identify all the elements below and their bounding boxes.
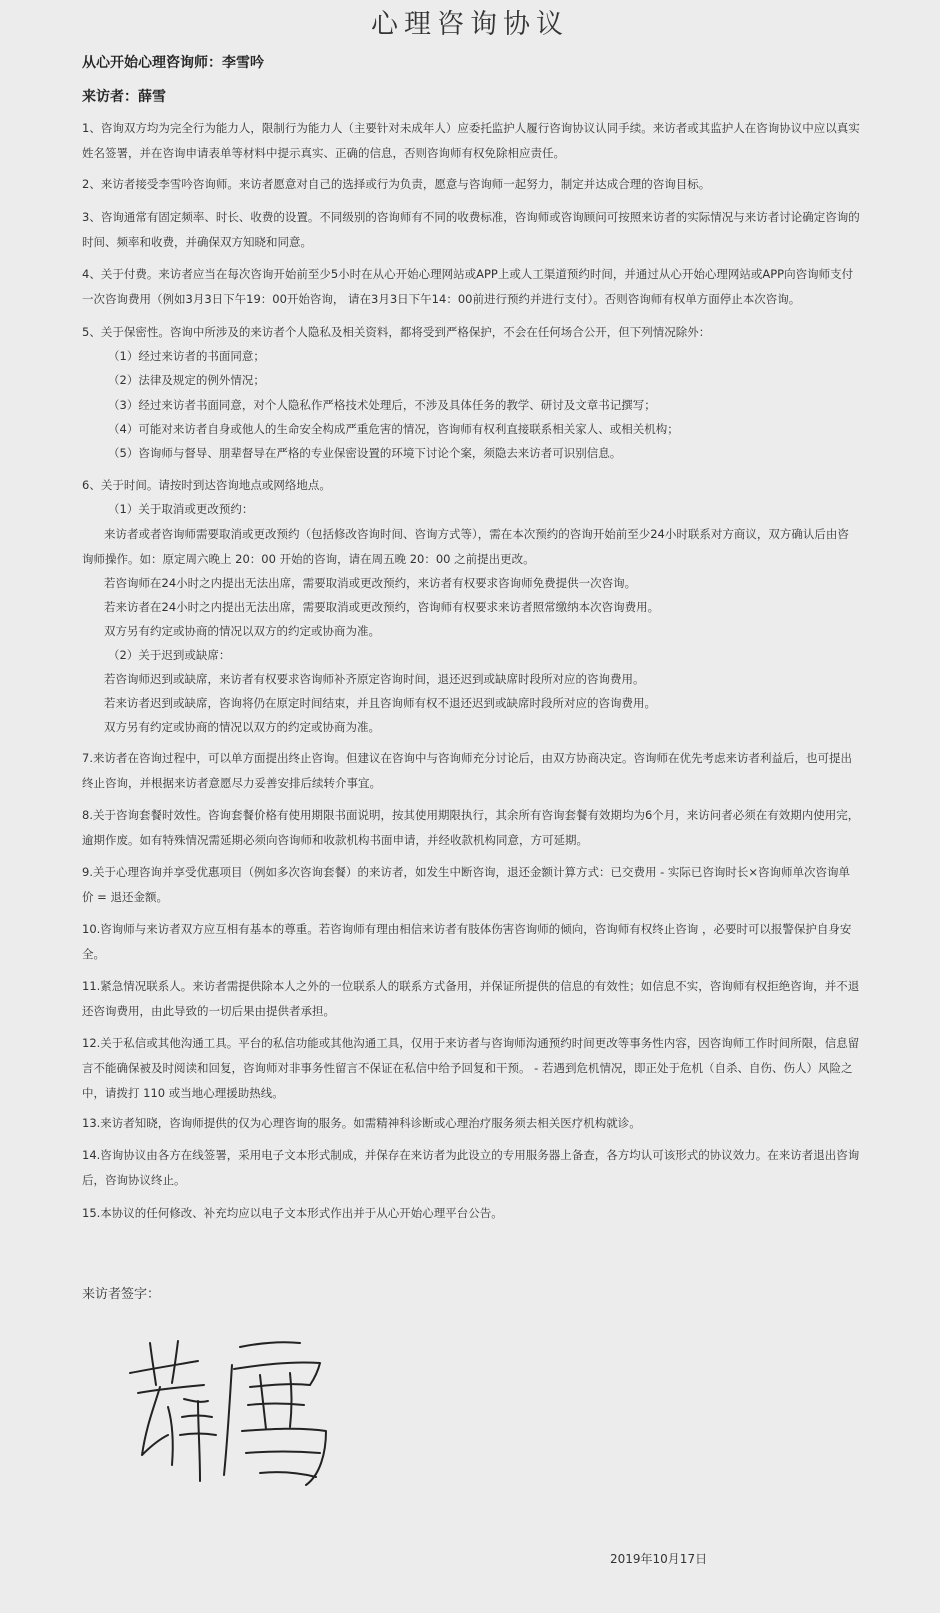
clause-11: 11.紧急情况联系人。来访者需提供除本人之外的一位联系人的联系方式备用，并保证所提供的信息的有效性；如信息不实，咨询师有权拒绝咨询，并不退还咨询费用，由此导致的一切后果由提供者承担。: [82, 979, 860, 1018]
clause-6-sub-1-b: 若咨询师在24小时之内提出无法出席，需要取消或更改预约，来访者有权要求咨询师免费提供一次咨询。: [104, 576, 637, 590]
clause-14: 14.咨询协议由各方在线签署，采用电子文本形式制成，并保存在来访者为此设立的专用服务器上备查，各方均认可该形式的协议效力。在来访者退出咨询后，咨询协议终止。: [82, 1148, 860, 1187]
clause-2: 2、来访者接受李雪吟咨询师。来访者愿意对自己的选择或行为负责，愿意与咨询师一起努力，制定并达成合理的咨询目标。: [82, 177, 711, 191]
clause-5: 5、关于保密性。咨询中所涉及的来访者个人隐私及相关资料，都将受到严格保护，不会在任何场合公开，但下列情况除外：: [82, 325, 711, 339]
clause-5-item-2: （2）法律及规定的例外情况；: [108, 373, 265, 387]
page-title: 心理咨询协议: [371, 9, 569, 40]
clause-6-sub-1-a: 来访者或者咨询师需要取消或更改预约（包括修改咨询时间、咨询方式等），需在本次预约的咨询开始前至少24小时联系对方商议，双方确认后由咨询师操作。如：原定周六晚上 20：00 开始的咨询，请在周五晚 20：00 之前提出更改。: [82, 527, 849, 566]
counselor-label: 从心开始心理咨询师：: [82, 55, 222, 71]
client-line: [82, 86, 166, 106]
signature-label: 来访者签字：: [82, 1287, 161, 1302]
clause-6-sub-2: （2）关于迟到或缺席：: [108, 648, 231, 662]
clause-6-sub-1-d: 双方另有约定或协商的情况以双方的约定或协商为准。: [104, 624, 380, 638]
clause-6-sub-2-a: 若咨询师迟到或缺席，来访者有权要求咨询师补齐原定咨询时间，退还迟到或缺席时段所对应的咨询费用。: [104, 672, 645, 686]
clause-10: 10.咨询师与来访者双方应互相有基本的尊重。若咨询师有理由相信来访者有肢体伤害咨询师的倾向，咨询师有权终止咨询 ，必要时可以报警保护自身安全。: [82, 922, 852, 961]
clause-6-sub-2-c: 双方另有约定或协商的情况以双方的约定或协商为准。: [104, 720, 380, 734]
counselor-name: 李雪吟: [222, 55, 264, 71]
clause-3: 3、咨询通常有固定频率、时长、收费的设置。不同级别的咨询师有不同的收费标准，咨询师或咨询顾问可按照来访者的实际情况与来访者讨论确定咨询的时间、频率和收费，并确保双方知晓和同意。: [82, 210, 860, 249]
clause-4: 4、关于付费。来访者应当在每次咨询开始前至少5小时在从心开始心理网站或APP上或人工渠道预约时间，并通过从心开始心理网站或APP向咨询师支付一次咨询费用（例如3月3日下午19：00开始咨询， 请在3月3日下午14：00前进行预约并进行支付）。否则咨询师有权单方面停止本次咨询。: [82, 267, 854, 306]
clause-8: 8.关于咨询套餐时效性。咨询套餐价格有使用期限书面说明，按其使用期限执行，其余所有咨询套餐有效期均为6个月，来访问者必须在有效期内使用完，逾期作废。如有特殊情况需延期必须向咨询师和收款机构书面申请，并经收款机构同意，方可延期。: [82, 808, 860, 847]
clause-6-sub-2-b: 若来访者迟到或缺席，咨询将仍在原定时间结束，并且咨询师有权不退还迟到或缺席时段所对应的咨询费用。: [104, 696, 656, 710]
clause-12: 12.关于私信或其他沟通工具。平台的私信功能或其他沟通工具，仅用于来访者与咨询师沟通预约时间更改等事务性内容，因咨询师工作时间所限，信息留言不能确保被及时阅读和回复，咨询师对非事务性留言不保证在私信中给予回复和干预。 - 若遇到危机情况，即正处于危机（自杀、自伤、伤人）风险之中，请拨打 110 或当地心理援助热线。: [82, 1036, 860, 1100]
client-name: 薛雪: [138, 89, 166, 105]
clause-6: 6、关于时间。请按时到达咨询地点或网络地点。: [82, 478, 331, 492]
clause-5-item-4: （4）可能对来访者自身或他人的生命安全构成严重危害的情况，咨询师有权利直接联系相关家人、或相关机构；: [108, 422, 679, 436]
clause-5-item-5: （5）咨询师与督导、朋辈督导在严格的专业保密设置的环境下讨论个案，须隐去来访者可识别信息。: [108, 446, 622, 460]
clause-13: 13.来访者知晓，咨询师提供的仅为心理咨询的服务。如需精神科诊断或心理治疗服务须去相关医疗机构就诊。: [82, 1116, 641, 1130]
client-label: 来访者：: [82, 89, 138, 105]
clause-6-sub-1-c: 若来访者在24小时之内提出无法出席，需要取消或更改预约，咨询师有权要求来访者照常缴纳本次咨询费用。: [104, 600, 660, 614]
handwritten-signature: [120, 1335, 350, 1515]
clause-6-sub-1: （1）关于取消或更改预约：: [108, 502, 254, 516]
clause-5-item-3: （3）经过来访者书面同意，对个人隐私作严格技术处理后，不涉及具体任务的教学、研讨及文章书记撰写；: [108, 398, 656, 412]
clause-15: 15.本协议的任何修改、补充均应以电子文本形式作出并于从心开始心理平台公告。: [82, 1206, 503, 1220]
clause-7: 7.来访者在咨询过程中，可以单方面提出终止咨询。但建议在咨询中与咨询师充分讨论后，由双方协商决定。咨询师在优先考虑来访者利益后，也可提出终止咨询，并根据来访者意愿尽力妥善安排后续转介事宜。: [82, 751, 852, 790]
counselor-line: [82, 52, 264, 72]
clause-1: 1、咨询双方均为完全行为能力人，限制行为能力人（主要针对未成年人）应委托监护人履行咨询协议认同手续。来访者或其监护人在咨询协议中应以真实姓名签署，并在咨询申请表单等材料中提示真实、正确的信息，否则咨询师有权免除相应责任。: [82, 121, 860, 160]
date: 2019年10月17日: [610, 1552, 708, 1566]
clause-9: 9.关于心理咨询并享受优惠项目（例如多次咨询套餐）的来访者，如发生中断咨询，退还金额计算方式：已交费用 - 实际已咨询时长×咨询师单次咨询单价 = 退还金额。: [82, 865, 851, 904]
clause-5-item-1: （1）经过来访者的书面同意；: [108, 349, 265, 363]
